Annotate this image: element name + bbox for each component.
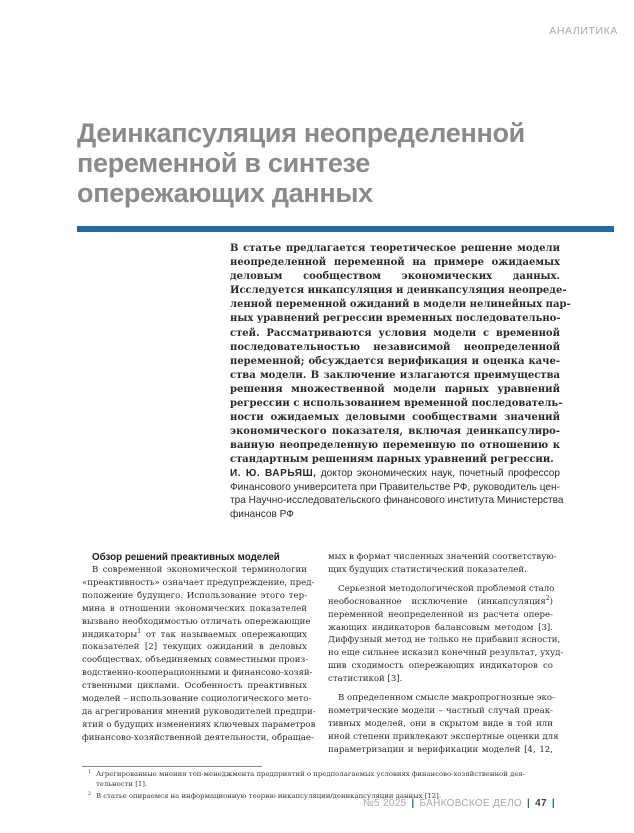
body-line: параметризации и верификации моделей [4, 12, (328, 744, 553, 755)
body-line: моделей – использование социологического мето- (82, 694, 312, 705)
body-line: ственными циклами. Особенность преактивных (82, 681, 307, 692)
body-text: от так называемых опережающих (141, 629, 307, 640)
body-line: иной степени привлекают экспертные оценки для (328, 731, 559, 742)
abstract-line: стей. Рассматриваются условия модели с временной (230, 327, 560, 339)
abstract-line: ства модели. В заключение излагаются преимущества (230, 369, 560, 381)
section-heading: Обзор решений преактивных моделей (92, 552, 280, 563)
body-line: да агрегирования мнений руководителей предпри- (82, 706, 316, 717)
body-line: переменной неопределенной из расчета опере- (328, 609, 553, 620)
body-line: мина в отношении экономических показателей (82, 603, 307, 614)
footnote: 2 В статье опираемся на информационную теорию инкапсуляции/деинкапсуляции данных [12]. (88, 791, 560, 801)
body-text: необоснованное исключение (инкапсуляция (328, 596, 546, 607)
body-line: шив сходимость опережающих индикаторов со (328, 661, 553, 672)
footnote-line: В статье опираемся на информационную теорию инкапсуляции/деинкапсуляции данных [12]. (96, 792, 442, 800)
body-line: но еще сильнее исказил конечный результат, ухуд- (328, 648, 564, 659)
body-line: вызвано необходимостью отличать опережающие (82, 616, 311, 627)
footer-separator: | (551, 798, 555, 809)
body-line: статистикой [3]. (328, 674, 403, 685)
body-line: сообществах, объединяемых совместными произ- (82, 655, 309, 666)
footnote-line: Агрегированные мнения топ-менеджмента предприятий о предполагаемых условиях финансово-хозяйственной дея- (96, 770, 525, 778)
body-line: показателей [2] текущих ожиданий в деловых (82, 642, 307, 653)
abstract-line: неопределенной переменной на примере ожидаемых (230, 257, 560, 269)
abstract-line: Исследуется инкапсуляция и деинкапсуляция неопреде- (230, 285, 567, 297)
section-label: АНАЛИТИКА (549, 25, 618, 37)
body-column-left (82, 551, 316, 745)
footnote-divider (82, 766, 262, 767)
body-line: водственно-кооперационными и финансово-хозяй- (82, 668, 313, 679)
body-line: положение будущего. Использование этого тер- (82, 590, 307, 601)
footnote-ref[interactable]: 1 (137, 627, 142, 635)
body-column-right (328, 551, 564, 757)
accent-rule (77, 226, 614, 232)
abstract-line: регрессии с использованием временной последователь- (230, 398, 563, 410)
abstract-line: последовательностью независимой неопределенной (230, 341, 560, 353)
abstract (230, 242, 571, 468)
body-line (82, 629, 307, 642)
body-line: Серьезной методологической проблемой стало (338, 583, 555, 594)
body-line: ятий о будущих изменениях ключевых параметров (82, 719, 316, 730)
body-line: В определенном смысле макропрогнозные эко- (338, 693, 555, 704)
abstract-line: деловым сообществом экономических данных. (230, 271, 560, 283)
page-number: 47 (535, 798, 547, 809)
page-footer (363, 798, 560, 809)
author-line: Финансового университета при Правительстве РФ, руководитель цен- (230, 481, 560, 493)
title-line: Деинкапсуляция неопределенной (77, 118, 525, 148)
abstract-line: В статье предлагается теоретическое решение модели (230, 243, 560, 254)
footnote: 1 Агрегированные мнения топ-менеджмента предприятий о предполагаемых условиях финансово-хозяйственной дея- тельности [1]. (88, 769, 560, 789)
footnote-ref[interactable]: 2 (545, 594, 550, 602)
article-title (77, 118, 607, 208)
abstract-line: ности ожидаемых деловыми сообществами значений (230, 412, 560, 424)
author-line: финансов РФ (230, 508, 294, 520)
body-line (328, 596, 553, 609)
footnotes (88, 769, 560, 801)
body-line: мых в формат численных значений соответствую- (328, 552, 557, 562)
abstract-line: решения множественной модели парных уравнений (230, 383, 560, 395)
abstract-line: экономического показателя, включая деинкапсулиро- (230, 426, 560, 438)
body-line: финансово-хозяйственной деятельности, обращае- (82, 732, 314, 743)
author-line: тра Научно-исследовательского финансового института Министерства (230, 495, 564, 506)
abstract-line: переменной; обсуждается верификация и оценка каче- (230, 355, 560, 367)
author-info (230, 467, 564, 521)
author-credentials: доктор экономических наук, почетный профессор (316, 468, 560, 479)
abstract-line: стандартным решениям парных уравнений регрессии. (230, 454, 554, 466)
body-text: ) (549, 596, 553, 607)
footer-separator: | (527, 798, 531, 809)
body-line: «преактивность» означает предупреждение, пред- (82, 577, 315, 588)
body-line: жающих индикаторов балансовым методом [3]. (328, 622, 553, 633)
abstract-line: ных уравнений регрессии временных последовательно- (230, 313, 561, 325)
author-name: И. Ю. ВАРЬЯШ, (230, 468, 317, 479)
abstract-line: ванную неопределенную переменную по отношению к (230, 440, 560, 452)
footnote-line: тельности [1]. (96, 780, 148, 788)
title-line: опережающих данных (77, 178, 373, 208)
body-line: тивных моделей, они в скрытом виде в той или (328, 718, 553, 729)
journal-name: БАНКОВСКОЕ ДЕЛО (419, 798, 523, 809)
author-line (230, 467, 560, 481)
title-line: переменной в синтезе (77, 148, 371, 178)
abstract-line: ленной переменной ожиданий в модели нелинейных пар- (230, 299, 571, 311)
body-line: нометрические модели – частный случай преак- (328, 705, 553, 716)
issue-number: №5 2025 (363, 798, 407, 809)
body-line: В современной экономической терминологии (92, 565, 307, 575)
body-line: щих будущих статистический показателей. (328, 564, 527, 575)
body-text: индикаторы (82, 629, 138, 640)
body-line: Диффузный метод не только не прибавил ясности, (328, 635, 561, 646)
footer-separator: | (411, 798, 415, 809)
